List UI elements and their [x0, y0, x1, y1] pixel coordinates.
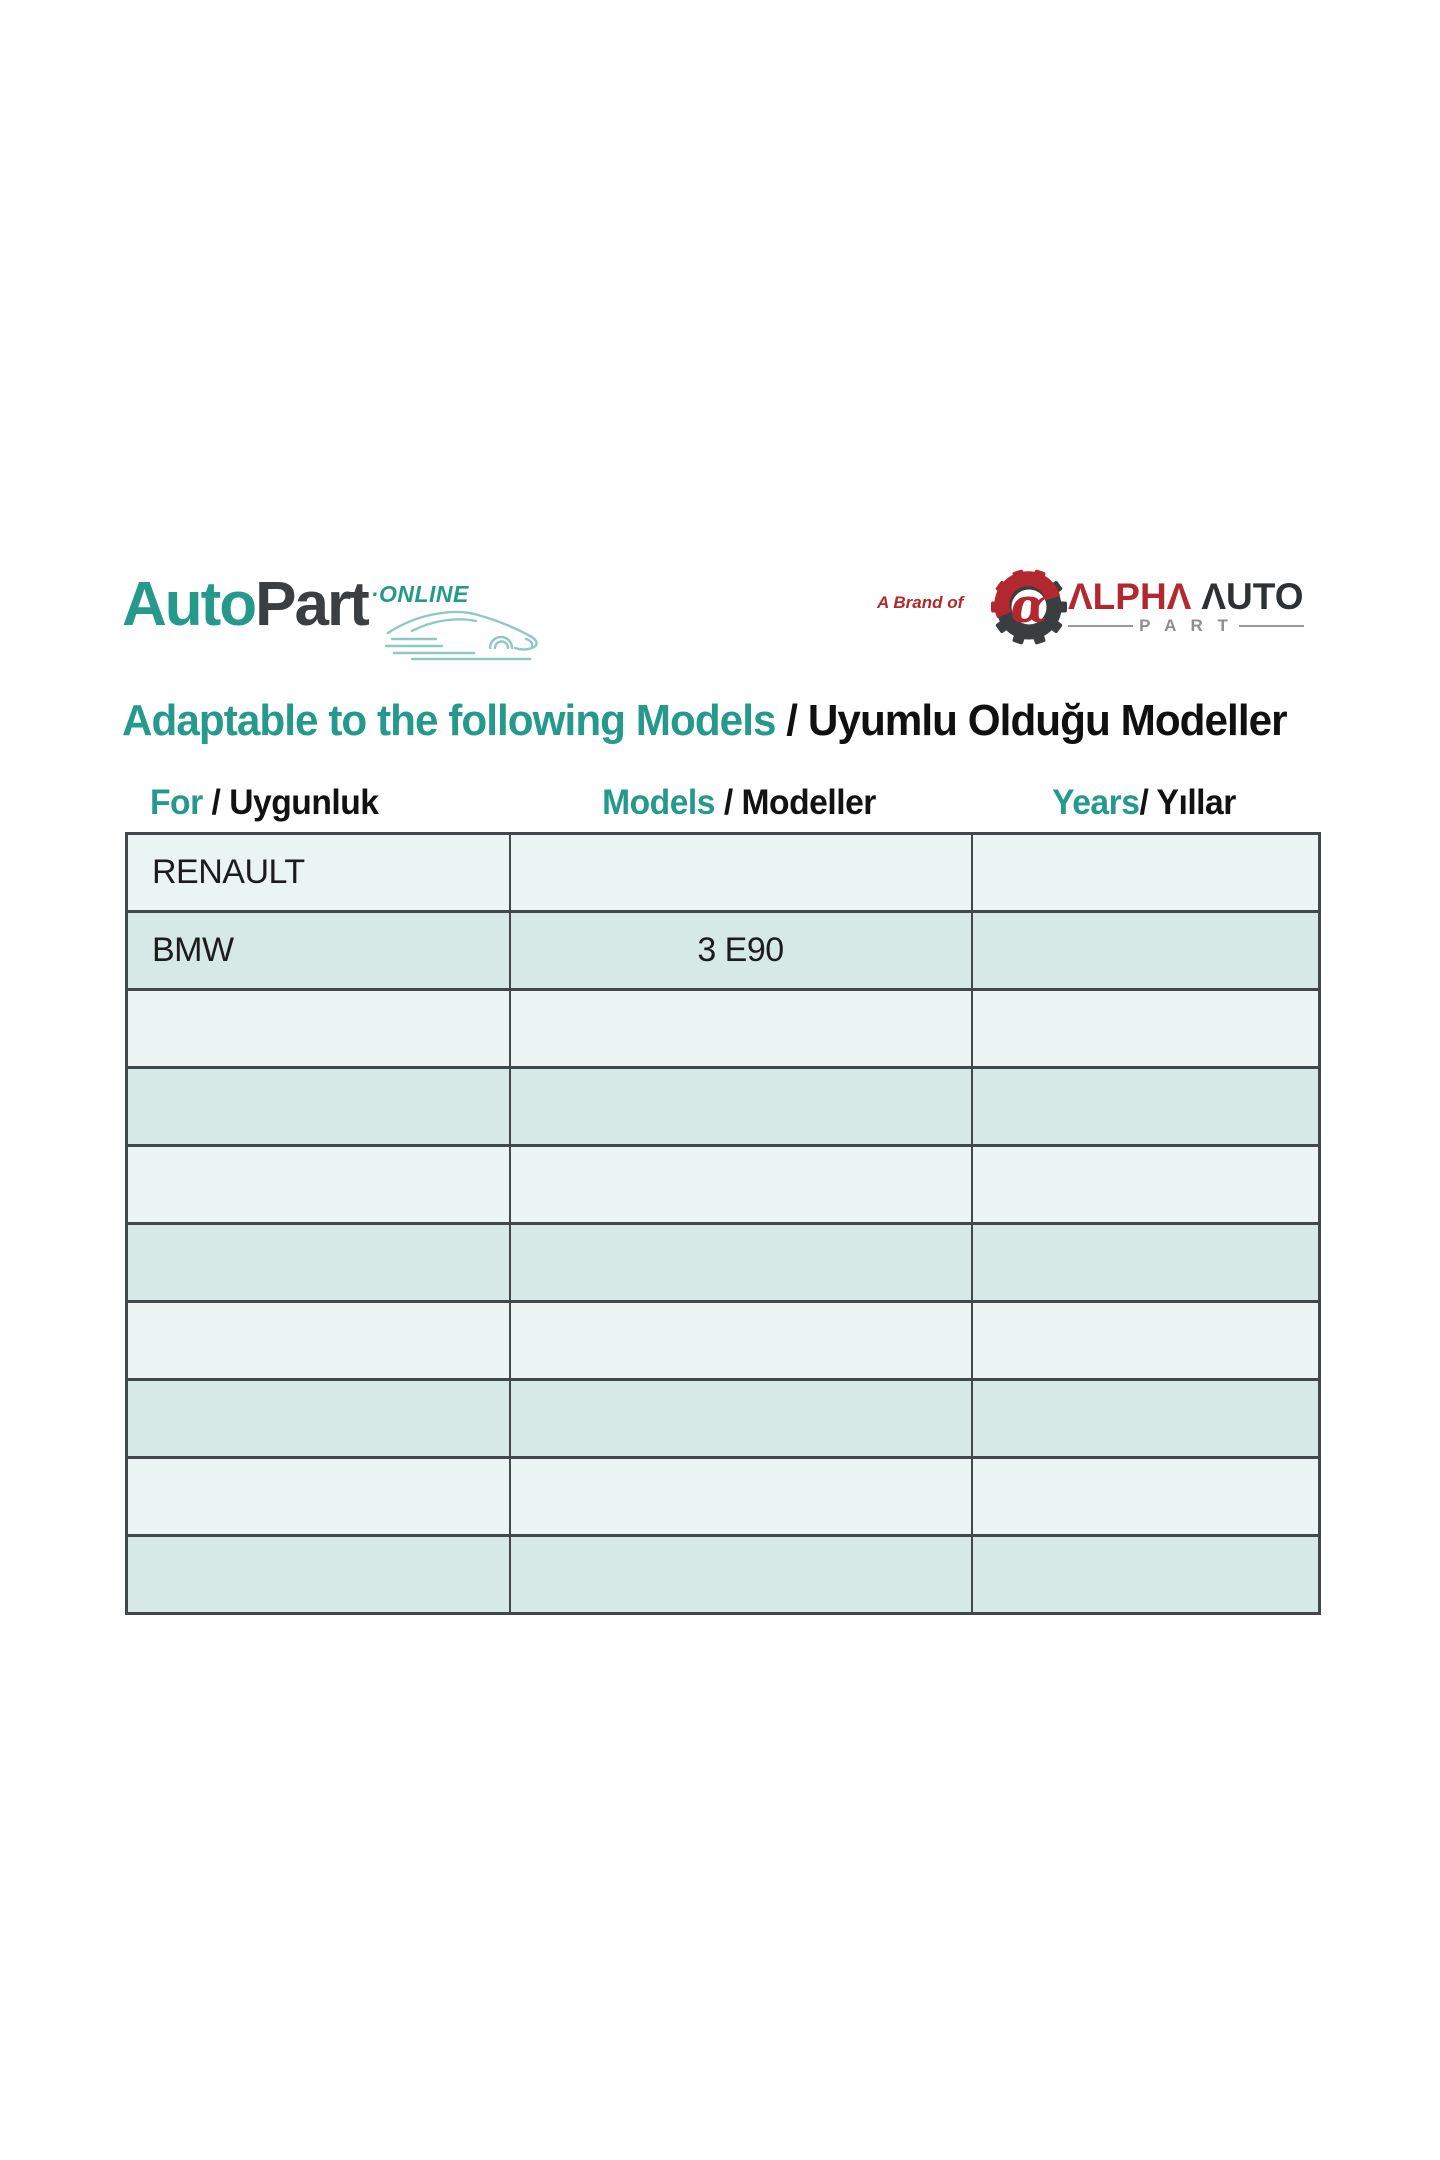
brand-part-label: P A R T	[1139, 616, 1233, 635]
header-years-rest: / Yıllar	[1139, 783, 1236, 822]
cell-years	[972, 1068, 1320, 1146]
table-row	[127, 1302, 1320, 1380]
title-separator: /	[775, 696, 808, 745]
cell-for: BMW	[127, 912, 510, 990]
table-row	[127, 912, 1320, 990]
brand-name-alpha: ΛLPHΛ	[1068, 576, 1192, 617]
table-row	[127, 990, 1320, 1068]
cell-for: RENAULT	[127, 834, 510, 912]
logo-text-auto: Auto	[122, 570, 256, 639]
cell-models	[510, 1458, 972, 1536]
cell-for	[127, 1380, 510, 1458]
part-rule-left	[1068, 625, 1133, 627]
cell-years	[972, 1302, 1320, 1380]
cell-models: 3 E90	[510, 912, 972, 990]
cell-models	[510, 1302, 972, 1380]
column-header-for	[150, 783, 378, 823]
cell-for	[127, 1536, 510, 1614]
cell-models	[510, 990, 972, 1068]
cell-models	[510, 834, 972, 912]
gear-alpha-icon	[988, 566, 1070, 648]
alpha-glyph: α	[1010, 578, 1048, 634]
column-header-years	[977, 783, 1311, 823]
cell-for	[127, 1224, 510, 1302]
brand-name-auto: ΛUTO	[1201, 576, 1304, 617]
logo-text-online: ·ONLINE	[370, 581, 469, 607]
table-row	[127, 1068, 1320, 1146]
cell-years	[972, 1224, 1320, 1302]
cell-years	[972, 912, 1320, 990]
cell-for	[127, 1458, 510, 1536]
header-years-accent: Years	[1052, 783, 1140, 822]
autopart-logo	[122, 570, 469, 639]
alpha-auto-wordmark	[1068, 578, 1303, 615]
brand-prefix-label: A Brand of	[877, 593, 964, 612]
cell-for	[127, 1146, 510, 1224]
cell-models	[510, 1068, 972, 1146]
cell-models	[510, 1380, 972, 1458]
cell-for	[127, 990, 510, 1068]
part-rule-right	[1239, 625, 1304, 627]
car-sketch-icon	[378, 600, 553, 664]
header-for-accent: For	[150, 783, 203, 822]
compatibility-table	[125, 832, 1321, 1615]
table-row	[127, 1458, 1320, 1536]
cell-models	[510, 1146, 972, 1224]
table-row	[127, 1146, 1320, 1224]
table-row	[127, 1536, 1320, 1614]
cell-years	[972, 1458, 1320, 1536]
header-models-accent: Models	[602, 783, 715, 822]
cell-years	[972, 1146, 1320, 1224]
cell-for	[127, 1068, 510, 1146]
cell-years	[972, 990, 1320, 1068]
cell-models	[510, 1536, 972, 1614]
table-row	[127, 1224, 1320, 1302]
table-row	[127, 834, 1320, 912]
cell-years	[972, 1536, 1320, 1614]
cell-for	[127, 1302, 510, 1380]
cell-models	[510, 1224, 972, 1302]
header-models-rest: / Modeller	[714, 783, 876, 822]
logo-text-part: Part	[255, 570, 368, 639]
header-for-rest: / Uygunluk	[202, 783, 379, 822]
table-row	[127, 1380, 1320, 1458]
column-header-models	[517, 783, 961, 823]
title-english: Adaptable to the following Models	[122, 696, 776, 745]
title-turkish: Uyumlu Olduğu Modeller	[807, 696, 1287, 745]
page-title	[122, 696, 1287, 746]
cell-years	[972, 1380, 1320, 1458]
brand-part-line	[1068, 616, 1304, 636]
cell-years	[972, 834, 1320, 912]
